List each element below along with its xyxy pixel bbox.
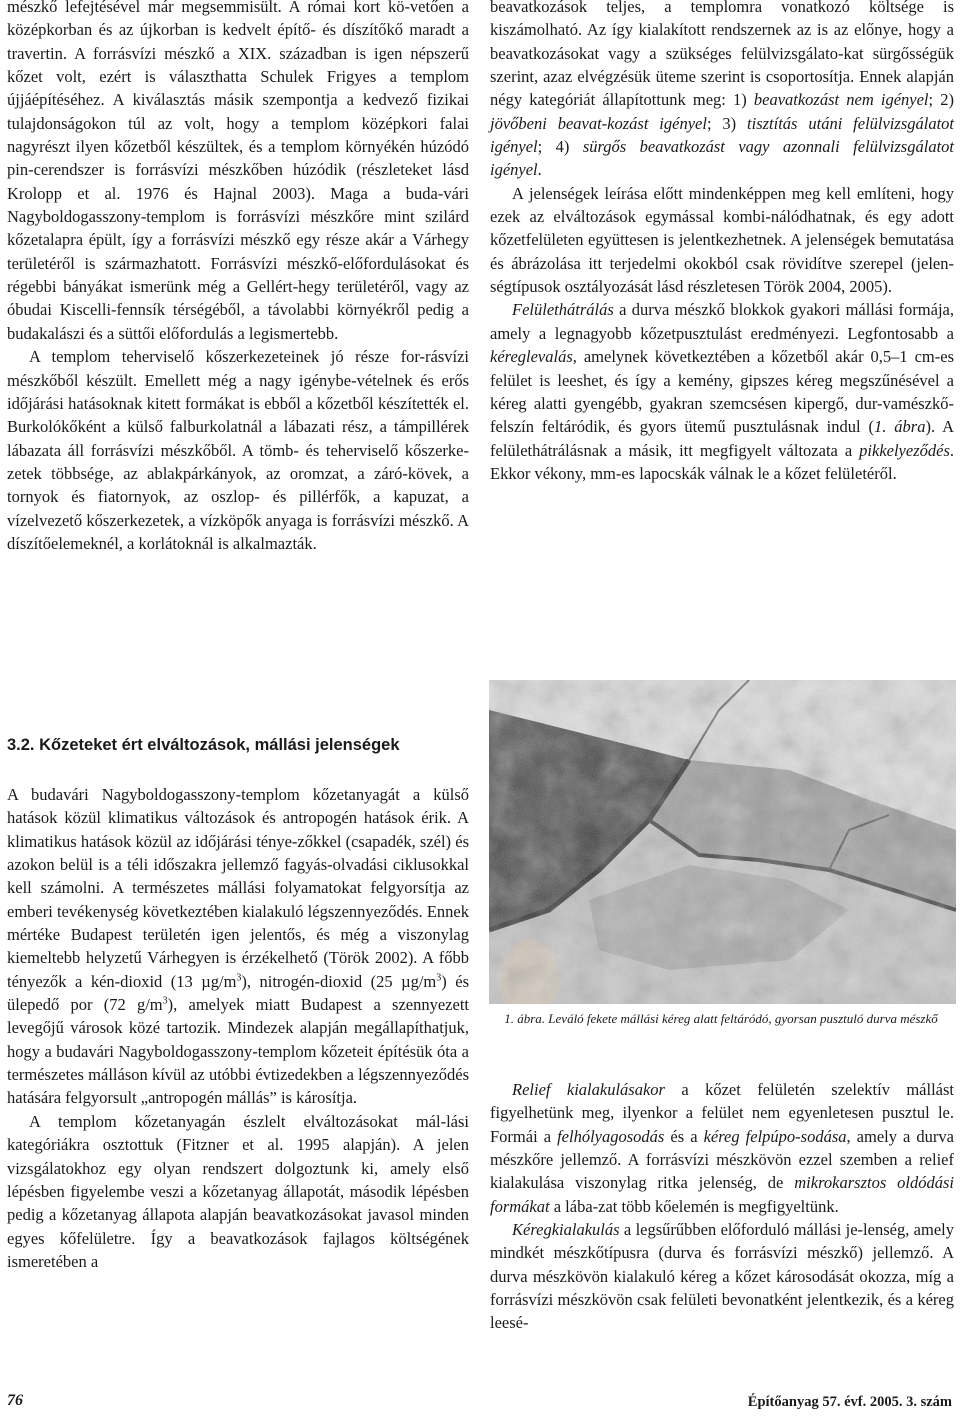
text-run: . <box>537 160 542 180</box>
category-term: tisztítás utáni felülvizsgálatot igényel <box>490 113 954 157</box>
left-column-bottom-text <box>7 783 469 1273</box>
text-run: . Ekkor vékony, mm-es lapocskák válnak le a kőzet felületéről. <box>490 440 954 483</box>
italic-term: mikrokarsztos oldódási formákat <box>490 1173 954 1216</box>
paragraph: A jelenségek leírása előtt mindenképpen meg kell említeni, hogy ezek az elváltozások egymással kombi-nálódhatnak, és egy adott kőzetfelületen együttesen is jelentkezhetnek. A jelenségek bemutatása és ábrázolása itt terjedelmi okokból csak rövidítve szerepel (jelen-ségtípusok osztályozását lásd részletesen Török 2004, 2005). <box>490 183 954 297</box>
italic-term: felhólyagosodás <box>557 1126 665 1146</box>
text-run: és a <box>664 1126 704 1146</box>
italic-term: Relief kialakulásakor <box>512 1080 665 1099</box>
weathered-limestone-photo <box>489 680 956 1004</box>
italic-term: Felülethátrálás <box>512 300 614 320</box>
superscript: 3 <box>162 995 168 1007</box>
category-term: beavatkozást nem igényel <box>753 90 929 110</box>
paragraph: A templom kőzetanyagán észlelt elváltozásokat mál-lási kategóriákra osztottuk (Fitzner et al. 1995 alapján). A jelen vizsgálatokhoz egy olyan rendszert dolgoztunk ki, amely első lépésben figyelembe veszi a kőzetanyag állapotát, második lépésben pedig a kőzetanyag állapota alapján beavatkozásokat javasol minden egyes kőfelületre. Így a beavatkozások fajlagos költségének ismeretében a <box>7 1111 469 1271</box>
left-column-top-text <box>7 0 469 555</box>
superscript: 3 <box>436 972 442 984</box>
text-run: ), amelyek miatt Budapest a szennyezett levegőjű városok közé tartozik. Mindezek alapján megállapíthatjuk, hogy a budavári Nagyboldogasszony-templom kőzeteit építésük óta a természetes málláson kívül az utóbbi évtizedekben a légszennyeződés hatására felgyorsult „antropogén mállás” is károsítja. <box>7 995 469 1108</box>
category-term: jövőbeni beavat-kozást igényel <box>490 113 707 133</box>
right-column-bottom-text <box>490 1078 954 1335</box>
text-run: a durva mészkő blokkok gyakori mállási formája, amely a legnagyobb kőzetpusztulást eredményezi. Legfontosabb a <box>490 300 954 343</box>
italic-term: kéreg felpúpo-sodása <box>703 1126 847 1146</box>
italic-term: pikkelyeződés <box>859 440 950 460</box>
right-column-top-text <box>490 0 954 485</box>
text-run: , amely a durva mészkőre jellemző. A forrásvízi mészkövön ezzel szemben a relief kialakulása viszonylag ritka jelenség, de <box>490 1126 954 1193</box>
section-heading: 3.2. Kőzeteket ért elváltozások, mállási jelenségek <box>7 736 400 754</box>
text-run: A budavári Nagyboldogasszony-templom kőzetanyagát a külső hatások közül klimatikus változások és antropogén hatások érik. A klimatikus hatások közül az időjárási ténye-zőkkel (csapadék, szél) és azokon belül is a téli időszakra jellemző fagyás-olvadási ciklusokkal kell számolni. A természetes mállási folyamatokat felgyorsítja az emberi tevékenység következtében kialakuló légszennyeződés. Ennek mértéke Budapest területén igen jelentős, és még a viszonylag kiemeltebb helyzetű Várhegyen is érzékelhető (Török 2002). A főbb tényezők a kén-dioxid (13 µg/m <box>7 785 469 991</box>
figure-caption: 1. ábra. Leváló fekete mállási kéreg alatt feltáródó, gyorsan pusztuló durva mészkő <box>504 1011 938 1026</box>
category-term: sürgős beavatkozást vagy azonnali felülvizsgálatot igényel <box>490 137 954 180</box>
text-run: a lába-zat több kőelemén is megfigyeltünk. <box>549 1196 839 1216</box>
text-run: a legsűrűbben előforduló mállási je-lenség, amely mindkét mészkőtípusra (durva és forrásvízi mészkő) jellemző. A durva mészkövön kialakuló kéreg a kőzet károsodását okozza, míg a forrásvízi mészkövön csak felületi bevonatként jelentkezik, és a kéreg leesé- <box>490 1220 954 1333</box>
paragraph <box>490 298 954 485</box>
text-run: beavatkozások teljes, a templomra vonatkozó költsége is kiszámolható. Az így kialakított rendszernek az is az előnye, hogy a beavatkozásokat vagy a szükséges felülvizsgálato-kat sürgősségük szerint, azaz elvégzésük üteme szerint is csoportosítja. Ennek alapján négy kategóriát állapítottunk meg: 1) <box>490 0 954 110</box>
figure-reference: 1. ábra <box>873 417 926 437</box>
text-run: ) és ülepedő por (72 g/m <box>7 971 469 1015</box>
text-run: ). A felülethátrálásnak a másik, itt megfigyelt változata a <box>490 417 954 460</box>
journal-footer: Építőanyag 57. évf. 2005. 3. szám <box>747 1394 952 1410</box>
italic-term: kéreglevalás <box>490 347 573 367</box>
text-run: ; 4) <box>537 137 583 157</box>
paragraph <box>490 1078 954 1218</box>
text-run: a kőzet felületén szelektív mállást figyelhetünk meg, ilyenkor a felület nem egyenletesen pusztul le. Formái a <box>490 1080 955 1146</box>
paragraph <box>490 0 954 182</box>
paragraph <box>490 1218 954 1335</box>
paragraph: A templom teherviselő kőszerkezeteinek jó része for-rásvízi mészkőből készült. Emellett még a nagy igénybe-vételnek és erős időjárási hatásoknak kitett formákat is ebből a kőzetből készítették el. Burkolókőként a külső falburkolatnál a lábazati rész, a támpillérek lábazata áll forrásvízi mészkőből. A tömb- és teherviselő kőszerke-zetek többsége, az ablakpárkányok, az oromzat, a záró-kövek, a tornyok és fiatornyok, az oszlop- és pillérfők, a kapuzat, a vízelvezető kőszerkezetek, a vízköpők anyaga is forrásvízi mészkő. A díszítőelemeknél, a korlátoknál is alkalmazták. <box>7 347 469 553</box>
text-run: ), nitrogén-dioxid (25 µg/m <box>241 971 437 991</box>
text-run: , amelynek következtében a kőzetből akár 0,5–1 cm-es felület is leeshet, és így a kemény, gipszes kéreg megszűnésével a kéreg alatti gyengébb, gyakran szemcsésen kipergő, dur-vamészkő-felszín feltáródik, és gyors ütemű pusztulásnak indul ( <box>490 347 954 437</box>
italic-term: Kéregkialakulás <box>512 1220 620 1240</box>
text-run: ; 2) <box>928 90 954 110</box>
paragraph <box>7 783 469 1110</box>
figure-1-photo <box>489 680 956 1004</box>
superscript: 3 <box>236 972 242 984</box>
text-run: ; 3) <box>706 113 748 133</box>
paragraph: mészkő lefejtésével már megsemmisült. A római kort kö-vetően a középkorban és az újkorban is kedvelt építő- és díszítőkő maradt a travertin. A forrásvízi mészkő a XIX. században is igen népszerű kőzet volt, ezért is választhatta Schulek Frigyes a templom újjáépítéséhez. A kiválasztás másik szempontja a kedvező fizikai tulajdonságokon túl az volt, hogy a templom középkori falai nagyrészt ilyen kőzetből készültek, és a templom környékén húzódó pin-cerendszer is forrásvízi mészkőben húzódik (részleteket lásd Krolopp et al. 1976 és Hajnal 2003). Maga a buda-vári Nagyboldogasszony-templom is forrásvízi mészkőre mint szilárd kőzetalapra épült, így a forrásvízi mészkő egy része akár a Várhegy területéről is származhatott. Forrásvízi mészkő-előfordulásokat és régebbi bányákat ismerünk még a Gellért-hegy területéről, vagy az óbudai Kiscelli-fennsík térségéből, a távolabbi környékről pedig a budakalászi és a süttői előfordulás a legismertebb. <box>7 0 469 343</box>
page-number: 76 <box>7 1392 23 1409</box>
